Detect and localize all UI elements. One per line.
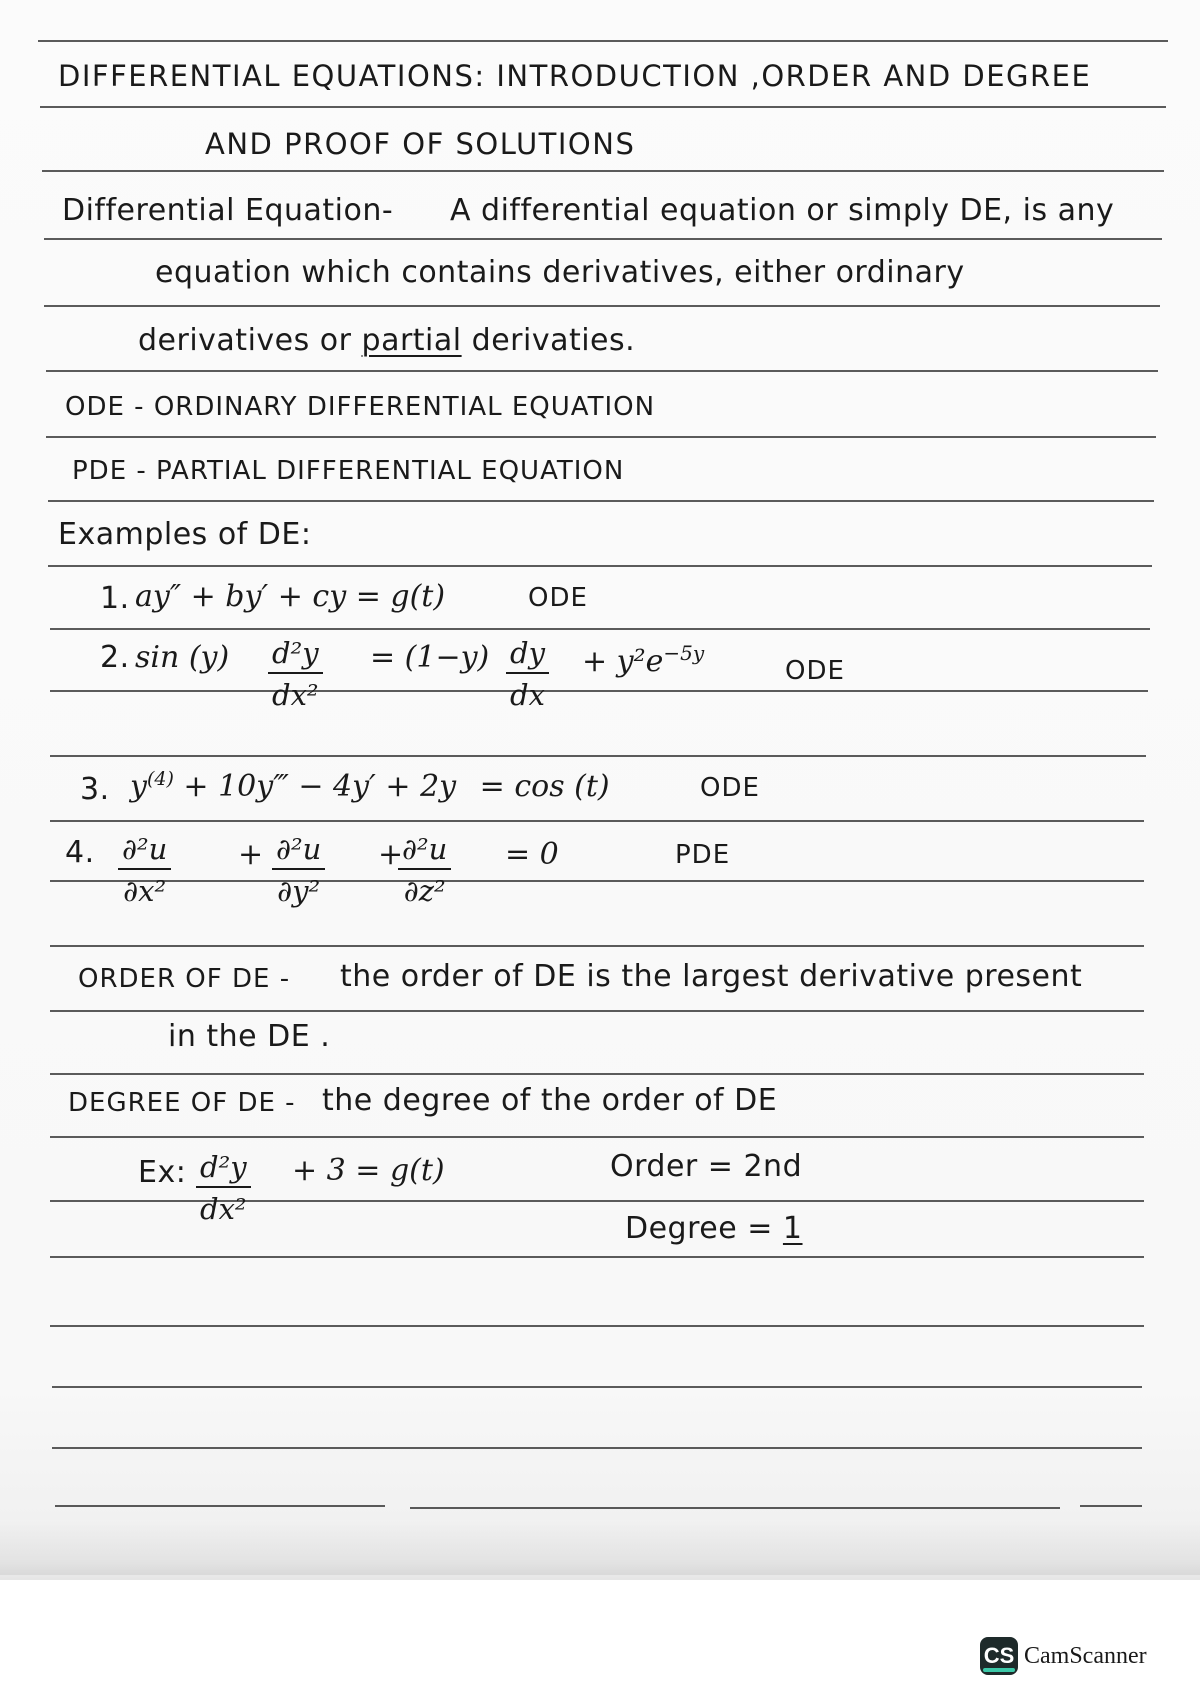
ruled-line [40, 106, 1166, 108]
example-2-tail [582, 643, 704, 677]
example-4-plus-2: + [378, 837, 404, 872]
fraction-numerator: ∂²u [398, 832, 451, 870]
ruled-line [50, 755, 1146, 757]
fraction-denominator: ∂y² [277, 874, 321, 908]
example-3-type: ODE [700, 773, 760, 803]
ruled-line [44, 305, 1160, 307]
ruled-line [50, 1325, 1144, 1327]
definition-line-3 [138, 323, 636, 358]
fraction-numerator: d²y [268, 636, 323, 674]
order-label: ORDER OF DE - [78, 964, 291, 994]
page-title: DIFFERENTIAL EQUATIONS: INTRODUCTION ,ORDER AND DEGREE [58, 59, 1092, 93]
ruled-line [48, 500, 1154, 502]
degree-label: DEGREE OF DE - [68, 1088, 296, 1118]
definition-line-2: equation which contains derivatives, either ordinary [155, 255, 965, 290]
order-definition-line-1: the order of DE is the largest derivative present [340, 959, 1083, 994]
example-2-tail-exponent: −5y [663, 641, 705, 665]
example-3-superscript: (4) [146, 768, 174, 790]
degree-result [625, 1211, 803, 1246]
ruled-line [42, 170, 1164, 172]
example-4-fraction-3 [398, 832, 451, 908]
ode-abbreviation: ODE - ORDINARY DIFFERENTIAL EQUATION [65, 392, 656, 422]
ruled-line [50, 945, 1144, 947]
fraction-denominator: dx² [272, 678, 319, 712]
example-1-type: ODE [528, 583, 588, 613]
ruled-line [38, 40, 1168, 42]
ruled-line [410, 1507, 1060, 1509]
pde-abbreviation: PDE - PARTIAL DIFFERENTIAL EQUATION [72, 456, 625, 486]
ruled-line [46, 370, 1158, 372]
definition-line-3-prefix: derivatives or [138, 323, 352, 358]
example-4-fraction-1 [118, 832, 171, 908]
fraction-denominator: ∂z² [403, 874, 446, 908]
example-4-rhs: = 0 [505, 837, 559, 872]
example-3-equation [130, 770, 610, 802]
ruled-line [50, 1073, 1144, 1075]
example-4-fraction-2 [272, 832, 325, 908]
example-2-middle: = (1−y) [370, 640, 490, 675]
degree-result-label: Degree = [625, 1211, 773, 1246]
ruled-line [55, 1505, 385, 1507]
examples-heading: Examples of DE: [58, 517, 312, 552]
fraction-denominator: ∂x² [123, 874, 167, 908]
ruled-line [50, 1256, 1144, 1258]
example-2-tail-base: + y²e [582, 644, 664, 679]
example-4-type: PDE [675, 840, 731, 870]
ruled-line [44, 238, 1162, 240]
degree-example-prefix: Ex: [138, 1155, 187, 1190]
degree-example-rest: + 3 = g(t) [292, 1153, 445, 1188]
example-3-rhs: = cos (t) [479, 769, 610, 804]
degree-definition: the degree of the order of DE [322, 1083, 778, 1118]
example-1-number: 1. [100, 581, 130, 616]
example-4-plus-1: + [238, 837, 264, 872]
fraction-numerator: ∂²u [272, 832, 325, 870]
example-3-base: y [130, 769, 147, 804]
ruled-line [48, 565, 1152, 567]
ruled-line [50, 1010, 1144, 1012]
fraction-numerator: d²y [196, 1150, 251, 1188]
order-definition-line-2: in the DE . [168, 1019, 331, 1054]
example-3-number: 3. [80, 772, 110, 807]
ruled-line [52, 1447, 1142, 1449]
example-2-lead: sin (y) [135, 640, 230, 675]
ruled-line [46, 436, 1156, 438]
ruled-line [50, 1136, 1144, 1138]
ruled-line [50, 628, 1150, 630]
example-2-type: ODE [785, 656, 845, 686]
page-subtitle: AND PROOF OF SOLUTIONS [205, 127, 636, 161]
definition-line-3-suffix: derivaties. [471, 323, 636, 358]
fraction-numerator: ∂²u [118, 832, 171, 870]
definition-underlined-word: partial [361, 323, 462, 358]
definition-line-1: A differential equation or simply DE, is any [450, 193, 1115, 228]
example-2-fraction-1 [268, 636, 323, 712]
order-result: Order = 2nd [610, 1149, 803, 1184]
ruled-line [1080, 1505, 1142, 1507]
camscanner-logo-text: CamScanner [1024, 1642, 1147, 1669]
ruled-line [50, 820, 1144, 822]
example-3-terms: + 10y‴ − 4y′ + 2y [183, 769, 457, 804]
degree-result-value: 1 [782, 1211, 803, 1246]
example-4-number: 4. [65, 835, 95, 870]
ruled-line [50, 880, 1144, 882]
example-2-number: 2. [100, 640, 130, 675]
page-edge-shadow [0, 1520, 1200, 1580]
camscanner-watermark [980, 1637, 1147, 1675]
ruled-line [52, 1386, 1142, 1388]
example-1-equation: ay″ + by′ + cy = g(t) [135, 579, 446, 614]
definition-label: Differential Equation- [62, 193, 394, 228]
degree-example-fraction [196, 1150, 251, 1226]
fraction-denominator: dx [510, 678, 545, 712]
fraction-denominator: dx² [200, 1192, 247, 1226]
ruled-line [50, 690, 1148, 692]
fraction-numerator: dy [506, 636, 549, 674]
example-2-fraction-2 [506, 636, 549, 712]
camscanner-logo-icon: CS [980, 1637, 1018, 1675]
